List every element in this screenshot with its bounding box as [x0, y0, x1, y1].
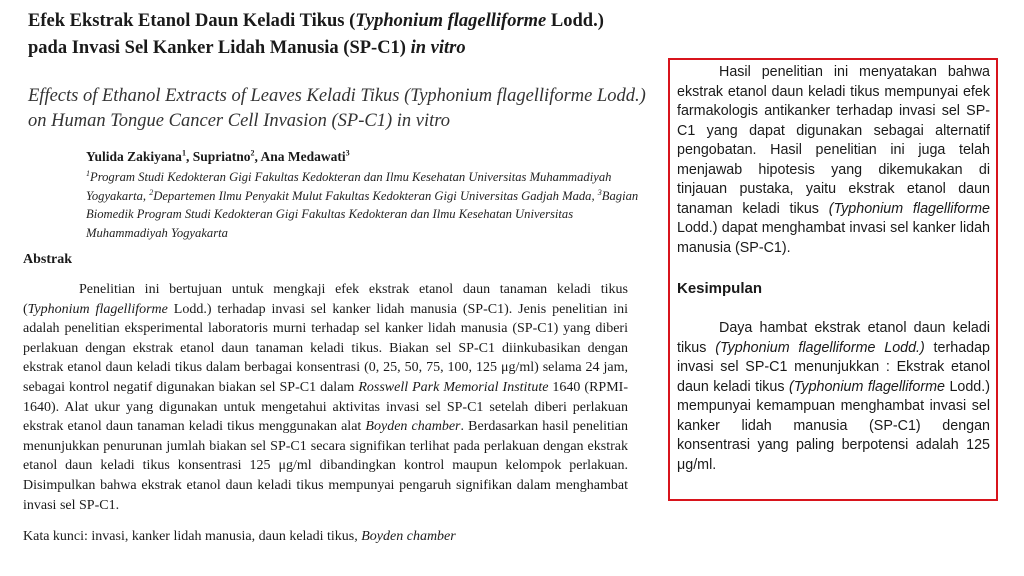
conclusion-species: (Typhonium flagelliforme: [788, 378, 945, 395]
title-line1: Efek Ekstrak Etanol Daun Keladi Tikus (: [28, 11, 356, 31]
results-text: Lodd.) dapat menghambat invasi sel kanker lidah manusia (SP-C1).: [677, 220, 990, 256]
author-sup: 3: [345, 148, 350, 158]
author-sup: 2: [250, 148, 255, 158]
affil-sup: 3: [597, 187, 602, 197]
highlight-box: [668, 58, 998, 501]
abstract-text: Lodd.) terhadap invasi sel kanker lidah manusia (SP-C1). Jenis penelitian ini adalah penelitian eksperimental laboratoris murni terhadap sel kanker lidah manusia (SP-C1) yang diberi perlakuan dengan ekstrak etanol daun tanaman keladi tikus. Biakan sel SP-C1 diinkubasikan dengan ekstrak etanol daun keladi tikus dalam berbagai konsentrasi (0, 25, 50, 75, 100, 125 μg/ml) selama 24 jam, sebagai kontrol negatif digunakan biakan sel SP-C1 dalam: [23, 301, 628, 395]
abstract-text: 1640 (RPMI-1640). Alat ukur yang digunakan untuk mengetahui aktivitas invasi sel SP-C1 setelah diberi perlakuan ekstrak etanol daun tanaman keladi tikus menggunakan alat: [23, 379, 628, 435]
affiliation: Program Studi Kedokteran Gigi Fakultas Kedokteran dan Ilmu Kesehatan Universitas Muhammadiyah Yogyakarta,: [86, 170, 612, 203]
english-title: Effects of Ethanol Extracts of Leaves Keladi Tikus (Typhonium flagelliforme Lodd.) on Human Tongue Cancer Cell Invasion (SP-C1) in vitro: [28, 86, 646, 131]
abstract-text: Penelitian ini bertujuan untuk mengkaji efek ekstrak etanol daun tanaman keladi tikus (: [23, 282, 628, 317]
affiliations: [86, 168, 646, 242]
title-line2: pada Invasi Sel Kanker Lidah Manusia (SP-C1): [28, 38, 411, 58]
conclusion-species: (Typhonium flagelliforme Lodd.): [715, 339, 925, 356]
results-text: Hasil penelitian ini menyatakan bahwa ekstrak etanol daun keladi tikus mempunyai efek farmakologis antikanker terhadap invasi sel SP-C1 yang dapat digunakan sebagai alternatif pengobatan. Hasil penelitian ini juga telah menjawab hipotesis yang dikemukakan di tinjauan pustaka, yaitu ekstrak etanol daun tanaman keladi tikus: [677, 64, 990, 217]
author-name: Ana Medawati: [260, 149, 346, 164]
conclusion-text: Daya hambat ekstrak etanol daun keladi tikus: [677, 320, 990, 356]
conclusion-paragraph: [677, 319, 990, 475]
abstract-institute: Rosswell Park Memorial Institute: [358, 379, 549, 395]
author-name: Yulida Zakiyana: [86, 149, 182, 164]
title-line1-end: Lodd.): [546, 11, 604, 31]
affiliation: Bagian Biomedik Program Studi Kedokteran Gigi Fakultas Kedokteran dan Ilmu Kesehatan Universitas Muhammadiyah Yogyakarta: [86, 188, 639, 240]
author-sup: 1: [181, 148, 186, 158]
affiliation: Departemen Ilmu Penyakit Mulut Fakultas Kedokteran Gigi Universitas Gadjah Mada,: [153, 188, 598, 203]
paper-page: [23, 8, 658, 545]
conclusion-text: Lodd.) mempunyai kemampuan menghambat invasi sel kanker lidah manusia (SP-C1) dengan konsentrasi yang paling berpotensi adalah 125 μg/ml.: [677, 378, 990, 473]
abstract-species: Typhonium flagelliforme: [27, 301, 168, 317]
abstract-device: Boyden chamber: [365, 419, 461, 435]
keywords: [23, 529, 658, 545]
conclusion-text: terhadap invasi sel SP-C1 menunjukkan : Ekstrak etanol daun keladi tikus: [677, 339, 990, 395]
keywords-italic: Boyden chamber: [361, 529, 456, 545]
title-in-vitro: in vitro: [410, 38, 466, 58]
results-species: (Typhonium flagelliforme: [828, 200, 990, 217]
abstract-heading: Abstrak: [23, 252, 73, 267]
author-name: Supriatno: [192, 149, 251, 164]
abstract-text: . Berdasarkan hasil penelitian menunjukkan penurunan jumlah biakan sel SP-C1 secara signifikan terlihat pada perlakuan dengan ekstrak etanol daun keladi tikus konsentrasi 125 μg/ml dibandingkan kontrol maupun kelompok perlakuan. Disimpulkan bahwa ekstrak etanol daun keladi tikus mempunyai pengaruh signifikan dalam menghambat invasi sel SP-C1.: [23, 419, 628, 513]
abstract-body: [23, 280, 628, 515]
conclusion-heading: Kesimpulan: [677, 280, 763, 297]
title-species: Typhonium flagelliforme: [355, 11, 547, 31]
affil-sup: 1: [86, 168, 90, 178]
author-list: Yulida Zakiyana$^1$, Supriatno$^2$, Ana Medawati$^3$: [86, 148, 350, 164]
affil-sup: 2: [149, 187, 154, 197]
keywords-text: Kata kunci: invasi, kanker lidah manusia, daun keladi tikus,: [23, 529, 362, 545]
results-paragraph: [677, 63, 990, 258]
page-title: [28, 8, 658, 62]
